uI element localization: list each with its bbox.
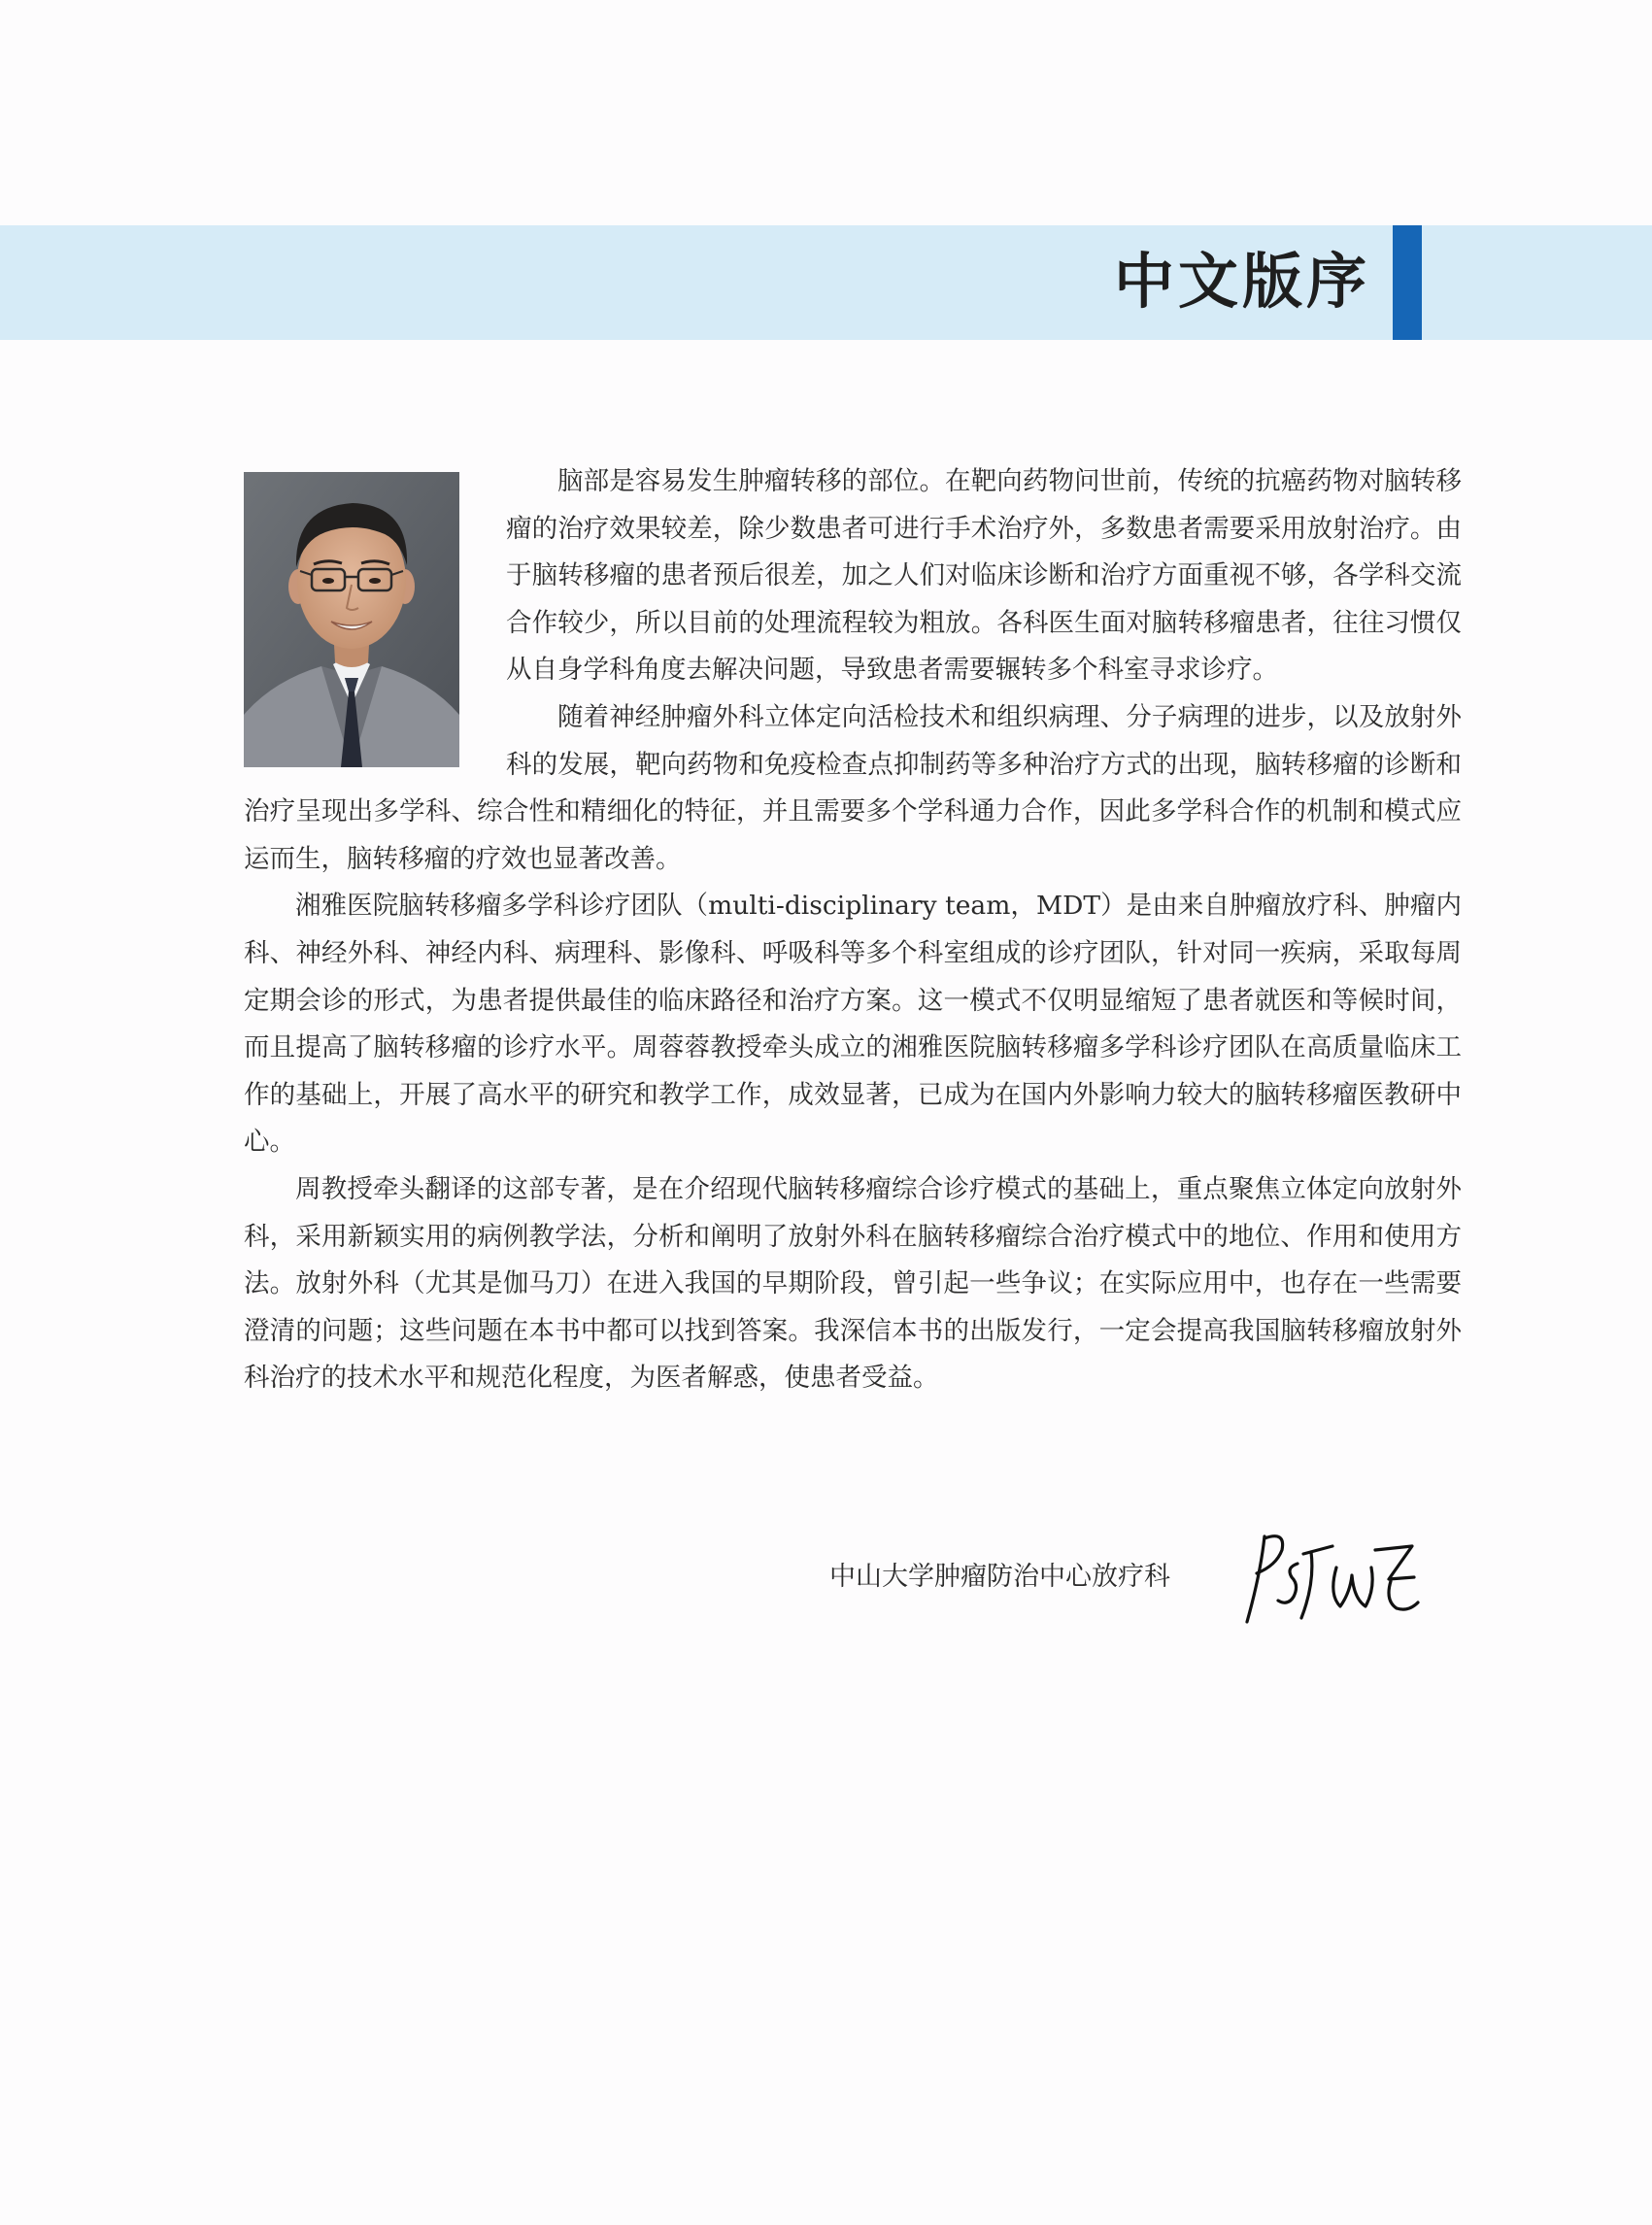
paragraph-1: 脑部是容易发生肿瘤转移的部位。在靶向药物问世前，传统的抗癌药物对脑转移瘤的治疗效果较差，除少数患者可进行手术治疗外，多数患者需要采用放射治疗。由于脑转移瘤的患者预后很差，加之人们对临床诊断和治疗方面重视不够，各学科交流合作较少，所以目前的处理流程较为粗放。各科医生面对脑转移瘤患者，往往习惯仅从自身学科角度去解决问题，导致患者需要辗转多个科室寻求诊疗。 — [506, 466, 1462, 686]
page-title: 中文版序 — [1113, 246, 1370, 317]
title-band — [0, 225, 1652, 340]
signature-affiliation: 中山大学肿瘤防治中心放疗科 — [829, 1562, 1170, 1592]
handwritten-signature — [1243, 1525, 1428, 1632]
paragraph-3: 湘雅医院脑转移瘤多学科诊疗团队（multi-disciplinary team，MDT）是由来自肿瘤放疗科、肿瘤内科、神经外科、神经内科、病理科、影像科、呼吸科等多个科室组成的诊疗团队，针对同一疾病，采取每周定期会诊的形式，为患者提供最佳的临床路径和治疗方案。这一模式不仅明显缩短了患者就医和等候时间，而且提高了脑转移瘤的诊疗水平。周蓉蓉教授牵头成立的湘雅医院脑转移瘤多学科诊疗团队在高质量临床工作的基础上，开展了高水平的研究和教学工作，成效显著，已成为在国内外影响力较大的脑转移瘤医教研中心。 — [244, 891, 1462, 1158]
paragraph-2: 随着神经肿瘤外科立体定向活检技术和组织病理、分子病理的进步，以及放射外科的发展，靶向药物和免疫检查点抑制药等多种治疗方式的出现，脑转移瘤的诊断和治疗呈现出多学科、综合性和精细化的特征，并且需要多个学科通力合作，因此多学科合作的机制和模式应运而生，脑转移瘤的疗效也显著改善。 — [244, 701, 1462, 874]
paragraph-4: 周教授牵头翻译的这部专著，是在介绍现代脑转移瘤综合诊疗模式的基础上，重点聚焦立体定向放射外科，采用新颖实用的病例教学法，分析和阐明了放射外科在脑转移瘤综合治疗模式中的地位、作用和使用方法。放射外科（尤其是伽马刀）在进入我国的早期阶段，曾引起一些争议；在实际应用中，也存在一些需要澄清的问题；这些问题在本书中都可以找到答案。我深信本书的出版发行，一定会提高我国脑转移瘤放射外科治疗的技术水平和规范化程度，为医者解惑，使患者受益。 — [244, 1173, 1462, 1394]
title-accent-bar — [1393, 225, 1422, 340]
portrait-spacer — [244, 458, 506, 762]
preface-body — [244, 458, 1462, 1402]
